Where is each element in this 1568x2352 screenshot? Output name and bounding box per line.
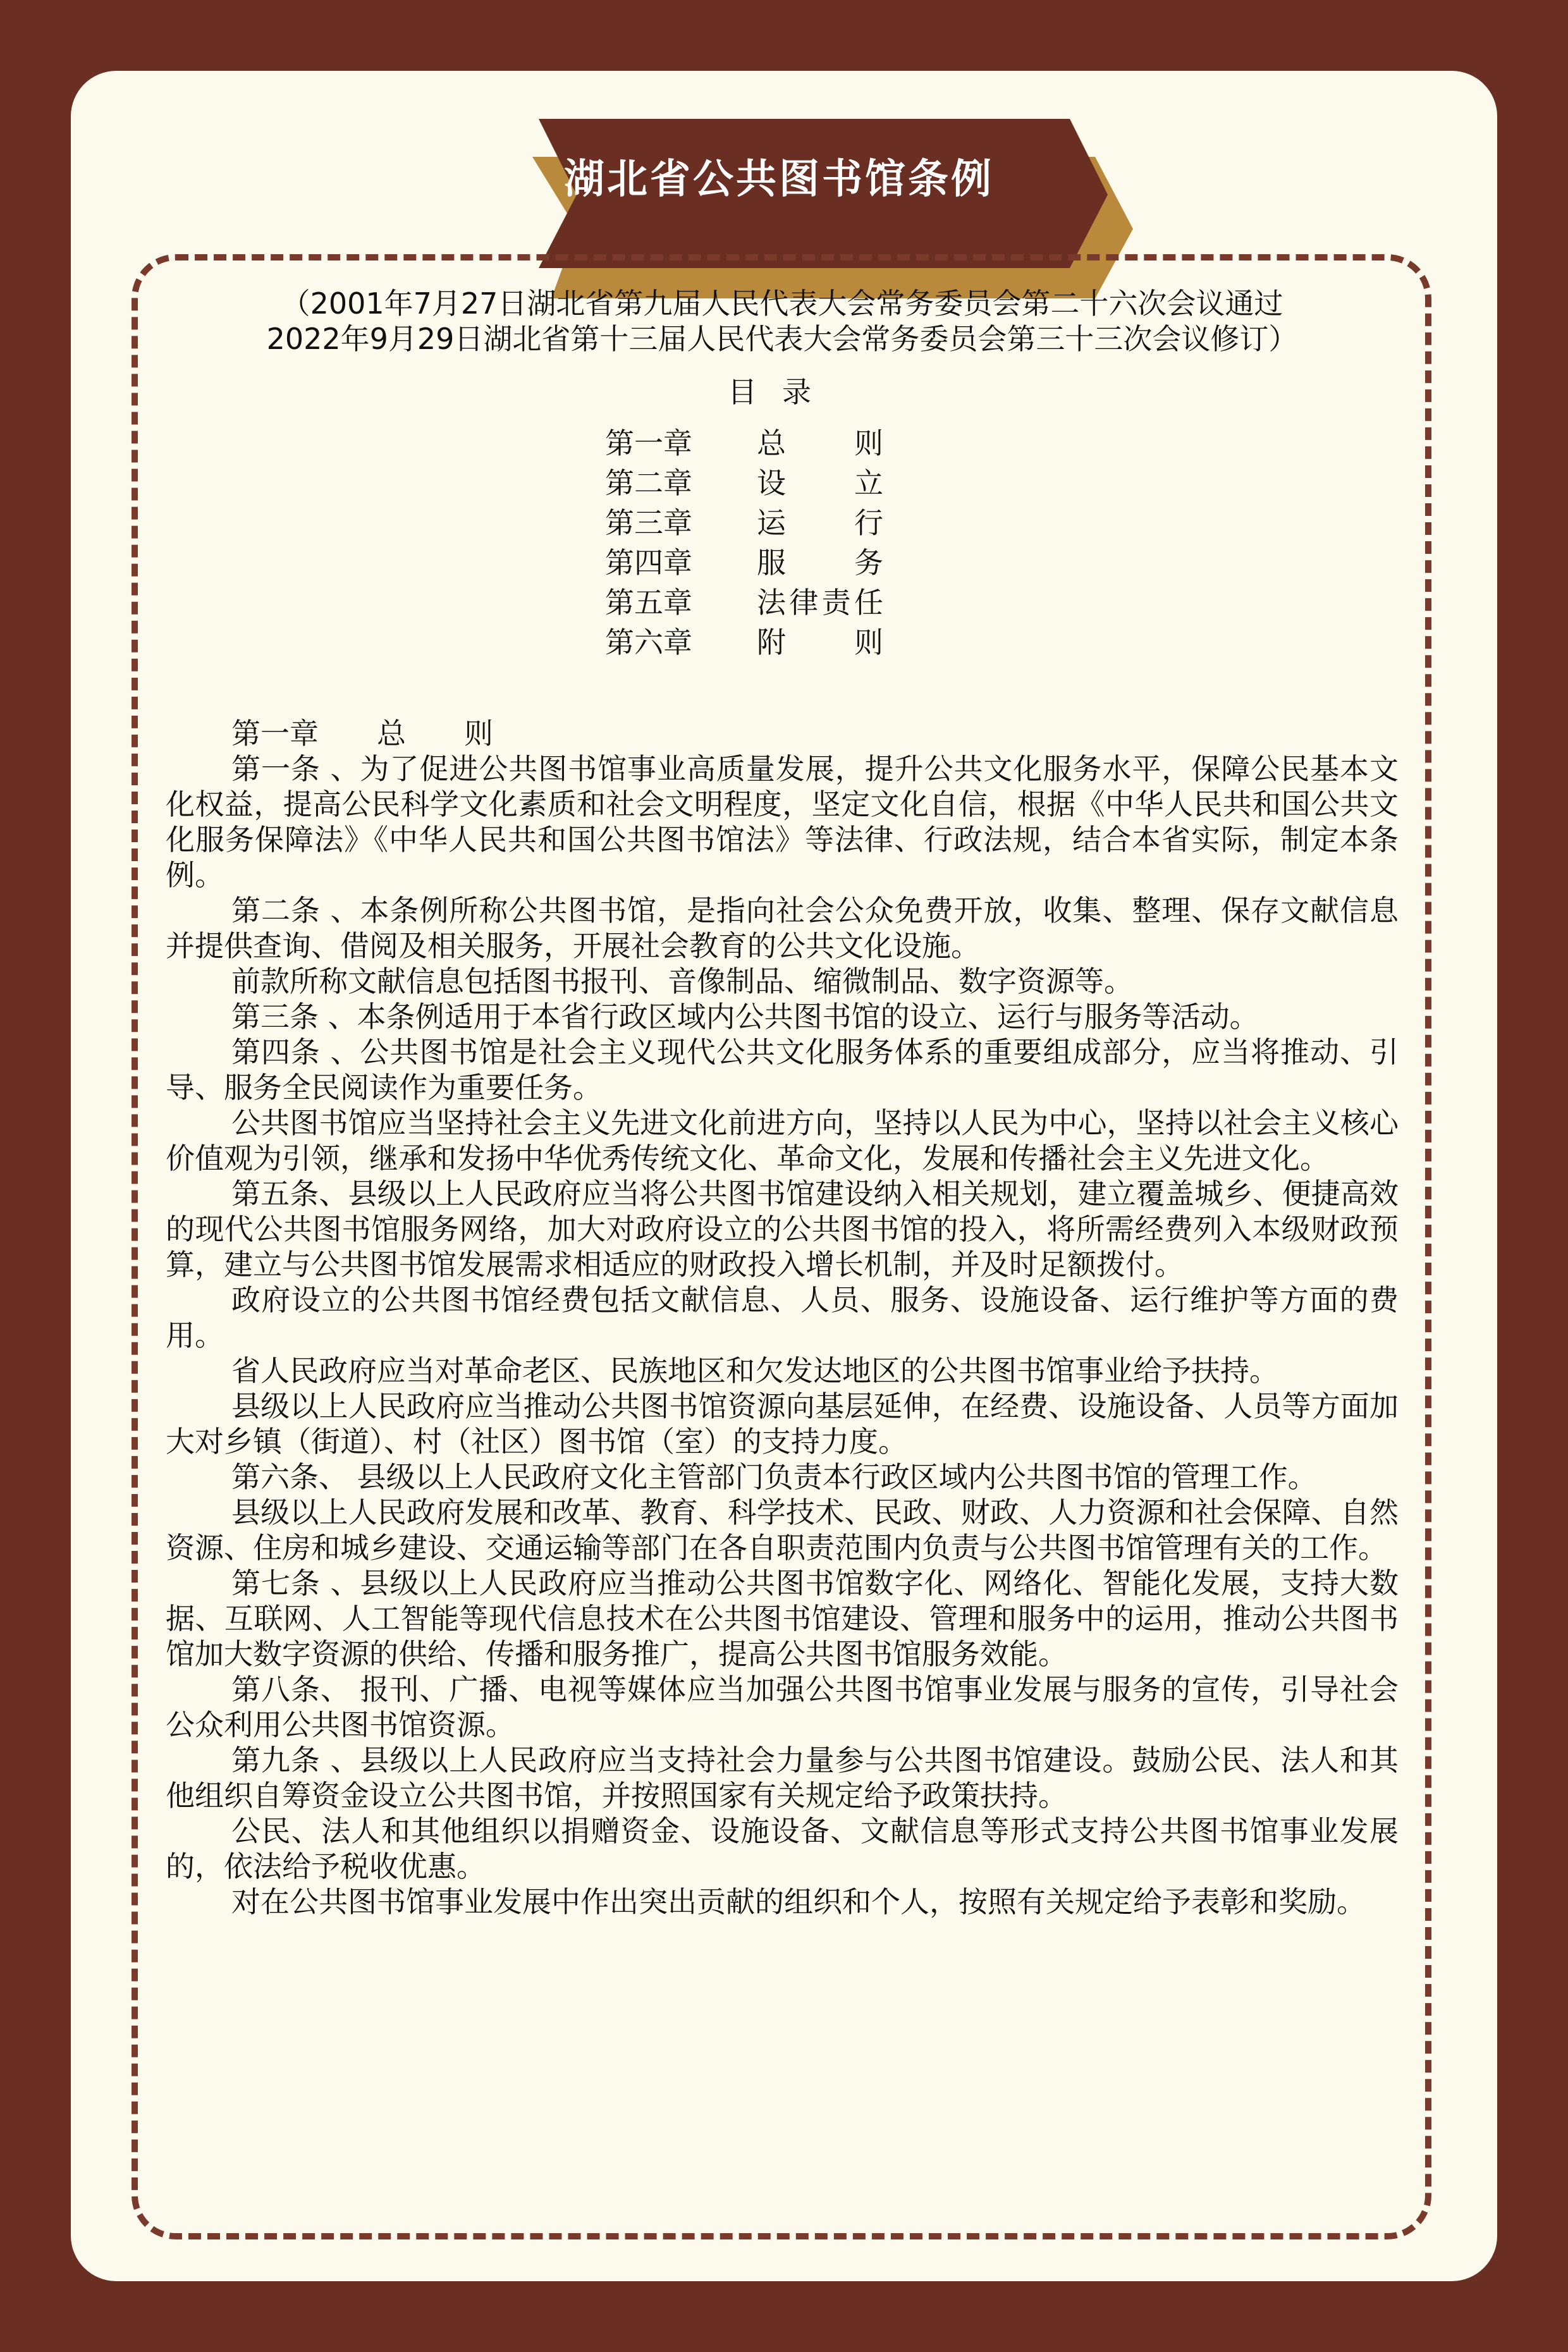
article-paragraph: 第九条 、县级以上人民政府应当支持社会力量参与公共图书馆建设。鼓励公民、法人和其他组织自筹资金设立公共图书馆，并按照国家有关规定给予政策扶持。	[166, 1743, 1399, 1813]
toc-item	[605, 543, 959, 583]
toc-item	[605, 623, 959, 663]
toc-chapter-name: 附则	[757, 625, 883, 659]
toc-item	[605, 503, 959, 543]
article-paragraph: 第二条 、本条例所称公共图书馆，是指向社会公众免费开放，收集、整理、保存文献信息并提供查询、借阅及相关服务，开展社会教育的公共文化设施。	[166, 893, 1399, 963]
article-paragraph: 第五条、县级以上人民政府应当将公共图书馆建设纳入相关规划，建立覆盖城乡、便捷高效的现代公共图书馆服务网络，加大对政府设立的公共图书馆的投入，将所需经费列入本级财政预算，建立与公共图书馆发展需求相适应的财政投入增长机制，并及时足额拨付。	[166, 1177, 1399, 1282]
subtitle-line-1: （2001年7月27日湖北省第九届人民代表大会常务委员会第二十六次会议通过	[281, 286, 1283, 321]
toc-chapter-name: 总则	[757, 426, 883, 460]
article-paragraph: 县级以上人民政府应当推动公共图书馆资源向基层延伸，在经费、设施设备、人员等方面加大对乡镇（街道）、村（社区）图书馆（室）的支持力度。	[166, 1389, 1399, 1459]
article-paragraph: 县级以上人民政府发展和改革、教育、科学技术、民政、财政、人力资源和社会保障、自然资源、住房和城乡建设、交通运输等部门在各自职责范围内负责与公共图书馆管理有关的工作。	[166, 1495, 1399, 1565]
article-paragraph: 公共图书馆应当坚持社会主义先进文化前进方向，坚持以人民为中心，坚持以社会主义核心价值观为引领，继承和发扬中华优秀传统文化、革命文化，发展和传播社会主义先进文化。	[166, 1106, 1399, 1175]
toc-chapter-name: 设立	[757, 466, 883, 500]
article-paragraph: 公民、法人和其他组织以捐赠资金、设施设备、文献信息等形式支持公共图书馆事业发展的，依法给予税收优惠。	[166, 1814, 1399, 1883]
article-paragraph: 省人民政府应当对革命老区、民族地区和欠发达地区的公共图书馆事业给予扶持。	[231, 1354, 1278, 1388]
toc-chapter: 第一章	[605, 426, 692, 460]
article-paragraph: 第七条 、县级以上人民政府应当推动公共图书馆数字化、网络化、智能化发展，支持大数据、互联网、人工智能等现代信息技术在公共图书馆建设、管理和服务中的运用，推动公共图书馆加大数字资源的供给、传播和服务推广，提高公共图书馆服务效能。	[166, 1566, 1399, 1671]
content-panel	[71, 71, 1497, 2281]
article-paragraph: 第四条 、公共图书馆是社会主义现代公共文化服务体系的重要组成部分，应当将推动、引导、服务全民阅读作为重要任务。	[166, 1035, 1399, 1105]
toc-title: 目录	[728, 375, 836, 409]
toc-chapter: 第六章	[605, 625, 692, 659]
toc-chapter: 第二章	[605, 466, 692, 500]
toc-item	[605, 463, 959, 503]
toc-item	[605, 424, 959, 463]
toc-chapter-name: 法律责任	[757, 585, 883, 620]
subtitle-line-2: 2022年9月29日湖北省第十三届人民代表大会常务委员会第三十三次会议修订）	[266, 322, 1298, 356]
toc-chapter: 第三章	[605, 506, 692, 540]
toc-chapter-name: 运行	[757, 506, 883, 540]
article-paragraph: 第三条 、本条例适用于本省行政区域内公共图书馆的设立、运行与服务等活动。	[231, 1000, 1259, 1034]
article-paragraph: 对在公共图书馆事业发展中作出突出贡献的组织和个人，按照有关规定给予表彰和奖励。	[231, 1885, 1366, 1919]
article-paragraph: 第六条、 县级以上人民政府文化主管部门负责本行政区域内公共图书馆的管理工作。	[231, 1460, 1317, 1494]
regulation-text	[166, 286, 1399, 1920]
toc-chapter: 第四章	[605, 546, 692, 580]
toc-chapter-name: 服务	[757, 546, 883, 580]
chapter-heading: 第一章 总 则	[231, 716, 493, 750]
page-title: 湖北省公共图书馆条例	[564, 156, 994, 203]
toc-item	[605, 583, 959, 623]
toc-chapter: 第五章	[605, 585, 692, 620]
article-paragraph: 第一条 、为了促进公共图书馆事业高质量发展，提升公共文化服务水平，保障公民基本文化权益，提高公民科学文化素质和社会文明程度，坚定文化自信，根据《中华人民共和国公共文化服务保障法》《中华人民共和国公共图书馆法》等法律、行政法规，结合本省实际，制定本条例。	[166, 752, 1399, 892]
article-paragraph: 前款所称文献信息包括图书报刊、音像制品、缩微制品、数字资源等。	[231, 964, 1133, 998]
article-paragraph: 政府设立的公共图书馆经费包括文献信息、人员、服务、设施设备、运行维护等方面的费用。	[166, 1283, 1399, 1352]
article-paragraph: 第八条、 报刊、广播、电视等媒体应当加强公共图书馆事业发展与服务的宣传，引导社会公众利用公共图书馆资源。	[166, 1672, 1399, 1742]
table-of-contents	[605, 424, 959, 663]
